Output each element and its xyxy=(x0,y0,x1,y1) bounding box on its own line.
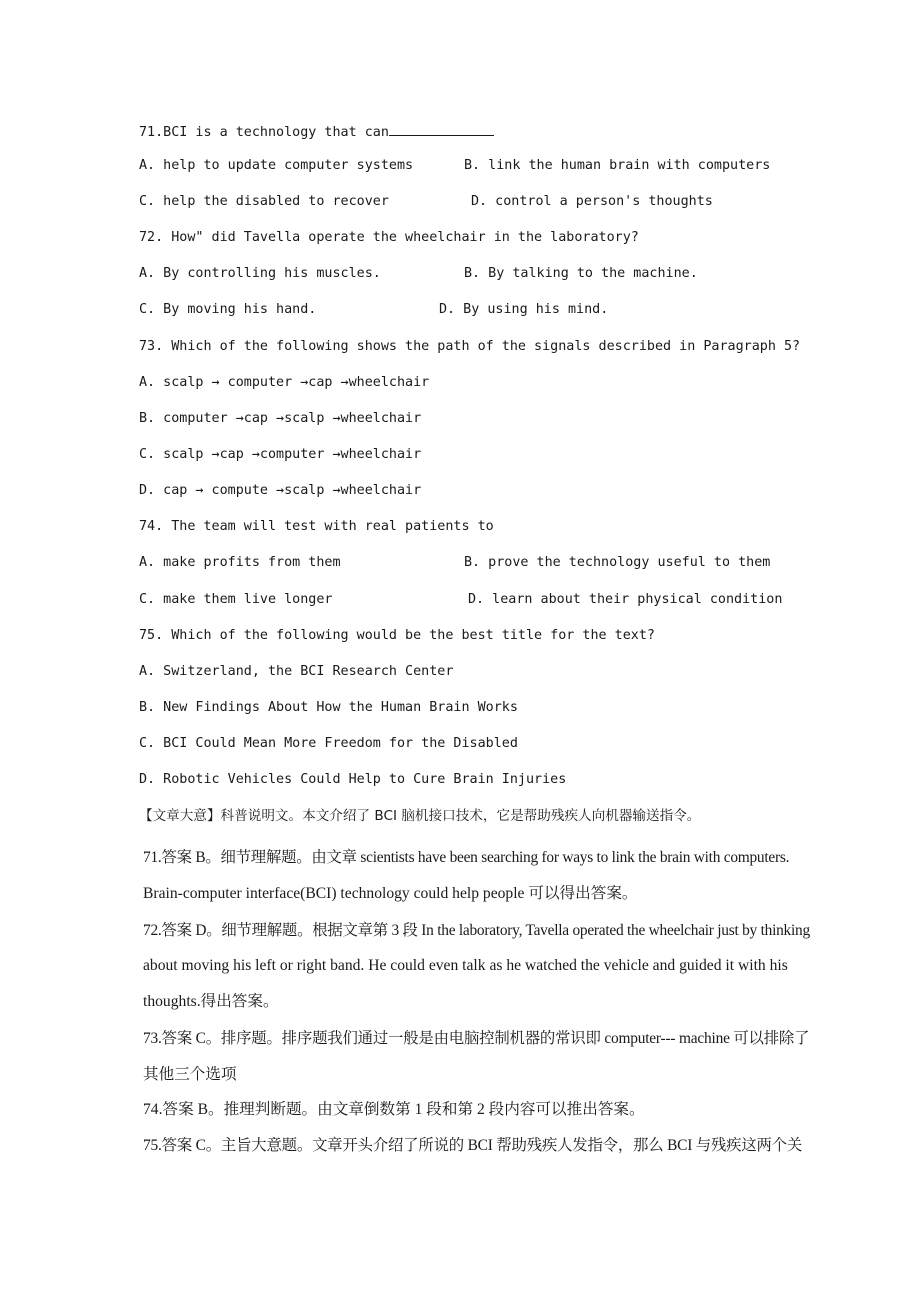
answer-blank xyxy=(389,121,494,136)
q74-option-c: C. make them live longer xyxy=(139,592,333,607)
article-summary: 【文章大意】科普说明文。本文介绍了 BCI 脑机接口技术，它是帮助残疾人向机器输送指令。 xyxy=(139,808,701,824)
question-71-stem: 71.BCI is a technology that can xyxy=(139,125,389,140)
q73-option-a: A. scalp → computer →cap →wheelchair xyxy=(139,375,430,390)
question-71-line xyxy=(139,121,494,142)
answer-71-line-1: 71.答案 B。细节理解题。由文章 scientists have been searching for ways to link the brain with computers. xyxy=(143,849,790,866)
answer-72-line-3: thoughts.得出答案。 xyxy=(143,993,279,1010)
question-72-stem: 72. How" did Tavella operate the wheelchair in the laboratory? xyxy=(139,230,639,245)
q71-option-c: C. help the disabled to recover xyxy=(139,194,389,209)
question-73-stem: 73. Which of the following shows the path of the signals described in Paragraph 5? xyxy=(139,339,801,354)
q72-option-d: D. By using his mind. xyxy=(439,302,609,317)
q73-option-d: D. cap → compute →scalp →wheelchair xyxy=(139,483,422,498)
answer-73-line-1: 73.答案 C。排序题。排序题我们通过一般是由电脑控制机器的常识即 computer--- machine 可以排除了 xyxy=(143,1030,810,1047)
q73-option-c: C. scalp →cap →computer →wheelchair xyxy=(139,447,422,462)
q72-option-c: C. By moving his hand. xyxy=(139,302,317,317)
q75-option-b: B. New Findings About How the Human Brain Works xyxy=(139,700,518,715)
question-74-stem: 74. The team will test with real patients to xyxy=(139,519,494,534)
q74-option-a: A. make profits from them xyxy=(139,555,341,570)
q74-option-b: B. prove the technology useful to them xyxy=(464,555,771,570)
q72-option-b: B. By talking to the machine. xyxy=(464,266,698,281)
answer-75-line-1: 75.答案 C。主旨大意题。文章开头介绍了所说的 BCI 帮助残疾人发指令，那么 BCI 与残疾这两个关 xyxy=(143,1137,803,1154)
question-75-stem: 75. Which of the following would be the best title for the text? xyxy=(139,628,655,643)
q71-option-d: D. control a person's thoughts xyxy=(471,194,713,209)
answer-72-line-2: about moving his left or right band. He could even talk as he watched the vehicle and guided it with his xyxy=(143,957,788,974)
q71-option-b: B. link the human brain with computers xyxy=(464,158,771,173)
q73-option-b: B. computer →cap →scalp →wheelchair xyxy=(139,411,422,426)
q75-option-d: D. Robotic Vehicles Could Help to Cure Brain Injuries xyxy=(139,772,567,787)
q75-option-a: A. Switzerland, the BCI Research Center xyxy=(139,664,454,679)
q74-option-d: D. learn about their physical condition xyxy=(468,592,783,607)
q71-option-a: A. help to update computer systems xyxy=(139,158,414,173)
answer-73-line-2: 其他三个选项 xyxy=(143,1066,237,1083)
answer-74-line-1: 74.答案 B。推理判断题。由文章倒数第 1 段和第 2 段内容可以推出答案。 xyxy=(143,1101,645,1118)
answer-71-line-2: Brain-computer interface(BCI) technology could help people 可以得出答案。 xyxy=(143,885,638,902)
q75-option-c: C. BCI Could Mean More Freedom for the Disabled xyxy=(139,736,518,751)
q72-option-a: A. By controlling his muscles. xyxy=(139,266,381,281)
answer-72-line-1: 72.答案 D。细节理解题。根据文章第 3 段 In the laboratory, Tavella operated the wheelchair just by thinking xyxy=(143,922,810,939)
